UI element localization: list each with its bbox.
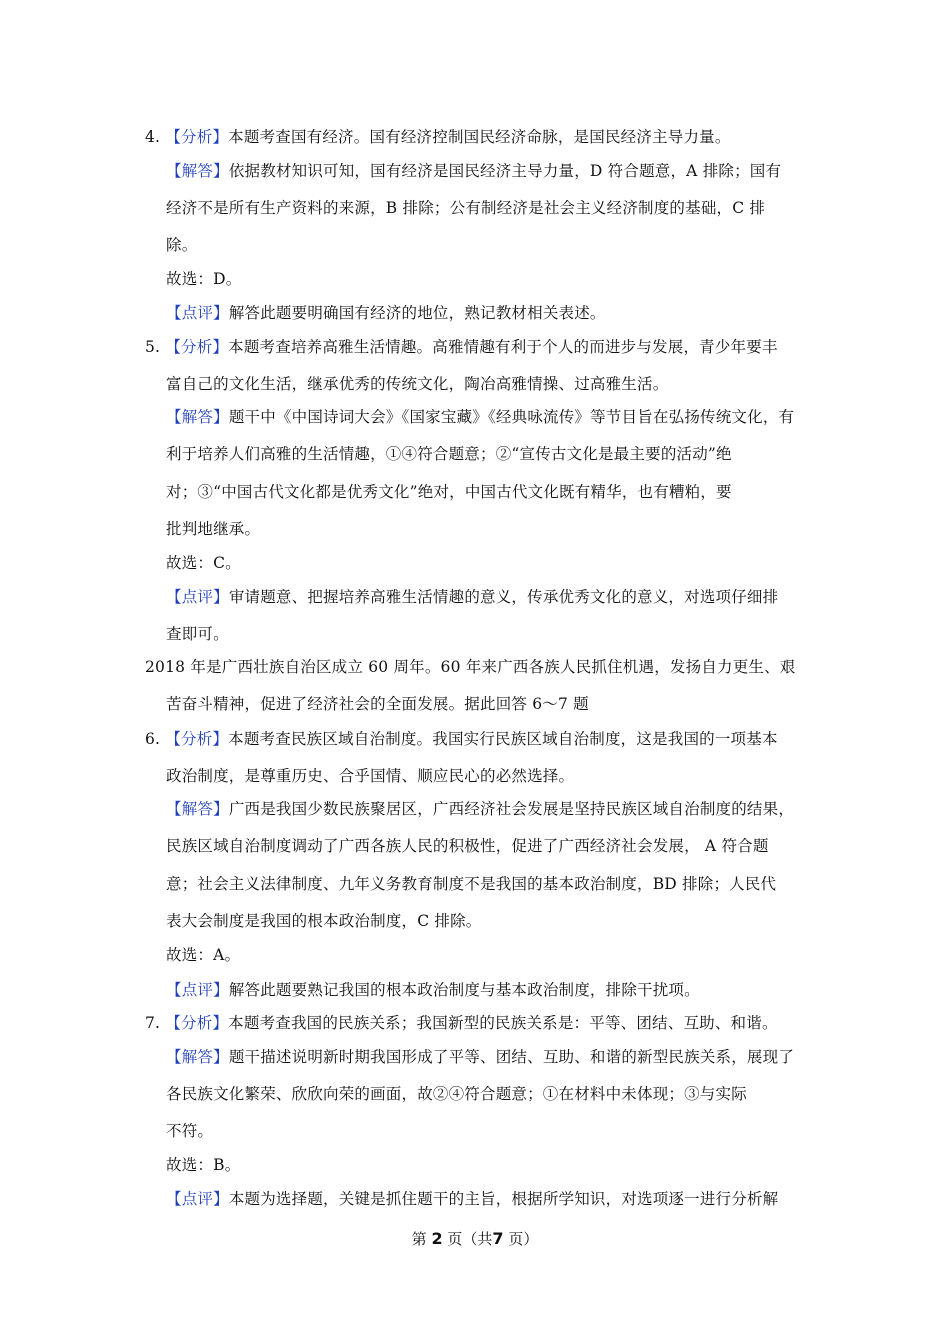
- q6-choice: 故选：A。: [166, 946, 241, 964]
- q6-answer-line-3: 意；社会主义法律制度、九年义务教育制度不是我国的基本政治制度，BD 排除；人民代: [166, 875, 777, 893]
- q5-answer-line-2: 利于培养人们高雅的生活情趣，①④符合题意；②“宣传古文化是最主要的活动”绝: [166, 445, 732, 463]
- q5-choice: 故选：C。: [166, 554, 241, 572]
- q5-comment-line-1: [166, 586, 778, 608]
- q6-analysis-line-1: [145, 728, 778, 750]
- q7-answer-line-1: [166, 1046, 794, 1068]
- q7-analysis-line: [145, 1012, 778, 1034]
- q7-analysis-text: 本题考查我国的民族关系；我国新型的民族关系是：平等、团结、互助、和谐。: [228, 1014, 778, 1032]
- q7-answer-line-2: 各民族文化繁荣、欣欣向荣的画面，故②④符合题意；①在材料中未体现；③与实际: [166, 1085, 747, 1103]
- q4-answer-line-2: 经济不是所有生产资料的来源，B 排除；公有制经济是社会主义经济制度的基础，C 排: [166, 199, 766, 217]
- q4-answer-line-1: [166, 160, 781, 182]
- q7-number: 7.: [145, 1014, 161, 1032]
- q4-answer-line-3: 除。: [166, 236, 198, 254]
- intro-line-2: 苦奋斗精神，促进了经济社会的全面发展。据此回答 6～7 题: [166, 695, 589, 713]
- q7-comment-line-1: [166, 1188, 778, 1210]
- q5-comment-tag: 【点评】: [166, 588, 229, 606]
- page-footer: [0, 1229, 950, 1249]
- q4-answer-text-1: 依据教材知识可知，国有经济是国民经济主导力量，D 符合题意，A 排除；国有: [228, 162, 782, 180]
- footer-total-pages: 7: [492, 1229, 504, 1248]
- footer-suffix: 页）: [508, 1230, 539, 1248]
- footer-prefix: 第: [411, 1230, 427, 1248]
- q5-comment-text-1: 审请题意、把握培养高雅生活情趣的意义，传承优秀文化的意义，对选项仔细排: [228, 588, 779, 606]
- q4-comment-tag: 【点评】: [166, 304, 229, 322]
- q6-answer-line-4: 表大会制度是我国的根本政治制度，C 排除。: [166, 912, 482, 930]
- q6-answer-line-2: 民族区域自治制度调动了广西各族人民的积极性，促进了广西经济社会发展， A 符合题: [166, 837, 769, 855]
- q7-answer-tag: 【解答】: [166, 1048, 229, 1066]
- q7-choice: 故选：B。: [166, 1156, 241, 1174]
- q4-analysis-tag: 【分析】: [165, 128, 229, 146]
- q4-comment-text: 解答此题要明确国有经济的地位，熟记教材相关表述。: [228, 304, 606, 322]
- q6-analysis-text-1: 本题考查民族区域自治制度。我国实行民族区域自治制度，这是我国的一项基本: [228, 730, 778, 748]
- q6-number: 6.: [145, 730, 161, 748]
- q4-choice: 故选：D。: [166, 270, 242, 288]
- q5-answer-line-3: 对；③“中国古代文化都是优秀文化”绝对，中国古代文化既有精华，也有糟粕，要: [166, 483, 732, 501]
- q6-answer-text-1: 广西是我国少数民族聚居区，广西经济社会发展是坚持民族区域自治制度的结果，: [228, 800, 795, 818]
- footer-middle: 页（共: [447, 1230, 493, 1248]
- q5-number: 5.: [145, 338, 161, 356]
- q7-comment-tag: 【点评】: [166, 1190, 229, 1208]
- intro-line-1: 2018 年是广西壮族自治区成立 60 周年。60 年来广西各族人民抓住机遇，发扬自力更生、艰: [145, 658, 796, 676]
- q5-answer-text-1: 题干中《中国诗词大会》《国家宝藏》《经典咏流传》等节目旨在弘扬传统文化，有: [228, 408, 795, 426]
- q5-answer-line-4: 批判地继承。: [166, 520, 261, 538]
- q4-analysis-text: 本题考查国有经济。国有经济控制国民经济命脉，是国民经济主导力量。: [228, 128, 731, 146]
- footer-page-number: 2: [431, 1229, 443, 1248]
- q7-comment-text: 本题为选择题，关键是抓住题干的主旨，根据所学知识，对选项逐一进行分析解: [228, 1190, 779, 1208]
- q4-number: 4.: [145, 128, 161, 146]
- q5-analysis-line-1: [145, 336, 778, 358]
- q4-analysis-line: [145, 126, 731, 148]
- q5-comment-line-2: 查即可。: [166, 625, 229, 643]
- q5-analysis-text-1: 本题考查培养高雅生活情趣。高雅情趣有利于个人的而进步与发展，青少年要丰: [228, 338, 778, 356]
- q6-analysis-tag: 【分析】: [165, 730, 229, 748]
- q4-answer-tag: 【解答】: [166, 162, 229, 180]
- q6-comment-tag: 【点评】: [166, 981, 229, 999]
- q7-answer-text-1: 题干描述说明新时期我国形成了平等、团结、互助、和谐的新型民族关系，展现了: [228, 1048, 795, 1066]
- q6-comment-text: 解答此题要熟记我国的根本政治制度与基本政治制度，排除干扰项。: [228, 981, 700, 999]
- q5-answer-line-1: [166, 406, 794, 428]
- q6-answer-tag: 【解答】: [166, 800, 229, 818]
- q5-analysis-tag: 【分析】: [165, 338, 229, 356]
- q7-analysis-tag: 【分析】: [165, 1014, 229, 1032]
- q4-comment-line-1: [166, 302, 606, 324]
- q5-analysis-line-2: 富自己的文化生活，继承优秀的传统文化，陶冶高雅情操、过高雅生活。: [166, 375, 669, 393]
- q5-answer-tag: 【解答】: [166, 408, 229, 426]
- q6-analysis-line-2: 政治制度，是尊重历史、合乎国情、顺应民心的必然选择。: [166, 767, 575, 785]
- q6-answer-line-1: [166, 798, 794, 820]
- q6-comment-line-1: [166, 979, 700, 1001]
- q7-answer-line-3: 不符。: [166, 1122, 214, 1140]
